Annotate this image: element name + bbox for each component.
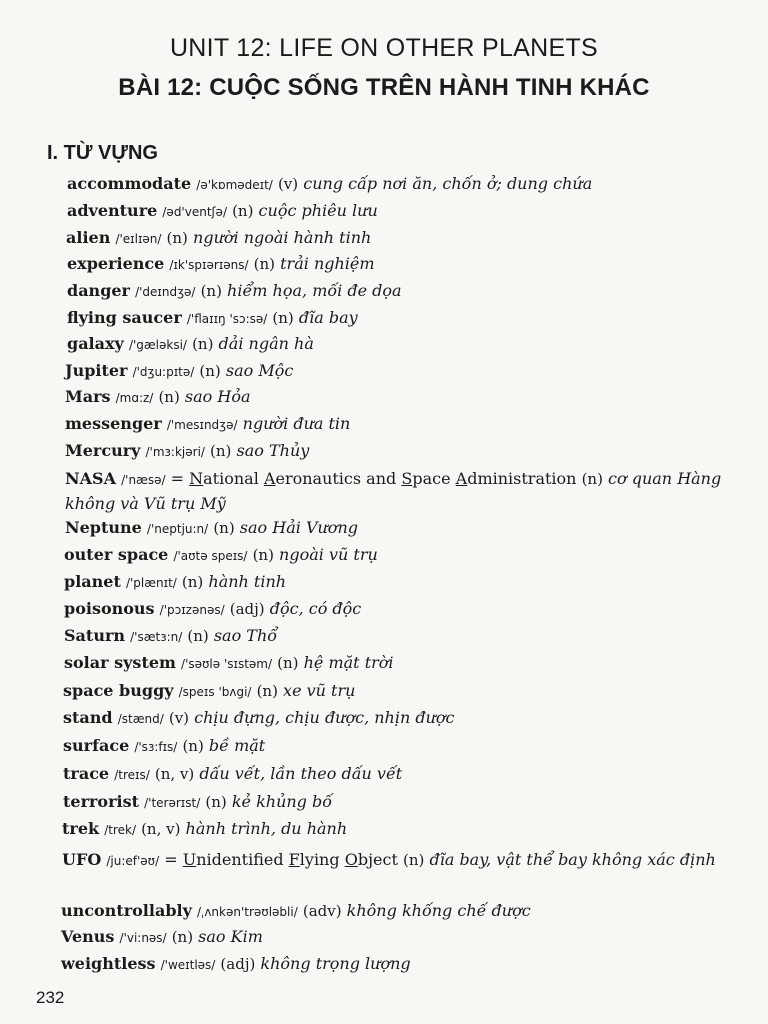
vocab-meaning: dấu vết, lần theo dấu vết xyxy=(199,764,403,783)
vocab-word: danger xyxy=(67,281,130,300)
vocab-pos: (n) xyxy=(581,470,603,488)
vocab-ipa: /'gæləksi/ xyxy=(128,338,187,352)
abbr-equals: = xyxy=(164,850,178,869)
vocab-entry xyxy=(65,440,752,463)
vocab-entry xyxy=(67,173,752,196)
abbr-word-rest: pace xyxy=(412,469,451,488)
vocab-ipa: /'mesɪndʒə/ xyxy=(166,418,238,432)
vocab-entry xyxy=(63,735,752,758)
vocab-meaning: sao Mộc xyxy=(225,361,294,380)
vocab-word: galaxy xyxy=(67,334,124,353)
vocab-word: outer space xyxy=(64,545,169,564)
vocab-word: trace xyxy=(63,764,110,783)
vocab-entry xyxy=(63,791,752,814)
vocab-word: messenger xyxy=(65,414,162,433)
vocab-ipa: /'weɪtləs/ xyxy=(160,958,216,972)
abbr-initial: S xyxy=(401,469,413,488)
vocab-meaning: cuộc phiêu lưu xyxy=(258,201,378,220)
vocab-ipa: /ɪk'spɪərɪəns/ xyxy=(169,258,249,272)
vocab-ipa: /speɪs 'bʌgi/ xyxy=(178,685,252,699)
vocab-ipa: /əd'ventʃə/ xyxy=(162,205,227,219)
vocab-entry xyxy=(66,227,752,250)
vocab-ipa: /'eɪlɪən/ xyxy=(115,232,162,246)
vocab-pos: (n) xyxy=(210,442,232,460)
vocab-pos: (n) xyxy=(402,851,425,869)
vocab-ipa: /'mɜ:kjəri/ xyxy=(145,445,205,459)
abbr-equals: = xyxy=(170,469,185,488)
vocab-meaning: độc, có độc xyxy=(269,599,362,618)
vocab-meaning: dải ngân hà xyxy=(218,334,314,353)
vocab-word: weightless xyxy=(61,954,156,973)
vocab-word: stand xyxy=(63,708,113,727)
vocab-entry xyxy=(62,818,752,841)
vocab-pos: (n) xyxy=(166,229,188,247)
vocab-ipa: /'vi:nəs/ xyxy=(119,931,167,945)
vocab-word: Mars xyxy=(65,387,111,406)
vocab-word: trek xyxy=(62,819,100,838)
vocab-pos: (v) xyxy=(277,175,299,193)
vocab-entry xyxy=(62,848,752,873)
vocab-pos: (n) xyxy=(199,362,221,380)
vocab-meaning: không trọng lượng xyxy=(260,954,411,973)
vocab-ipa: /treɪs/ xyxy=(114,768,150,782)
vocab-entry xyxy=(67,200,752,223)
vocab-meaning: đĩa bay, vật thể bay không xác định xyxy=(429,850,716,869)
vocab-pos: (n) xyxy=(213,519,235,537)
abbr-initial: F xyxy=(288,850,300,869)
abbr-word-rest: nidentified xyxy=(196,850,284,869)
vocab-entry xyxy=(65,467,752,515)
vocab-ipa: /'pɔɪzənəs/ xyxy=(159,603,225,617)
vocab-entry xyxy=(64,544,752,567)
vocab-word: flying saucer xyxy=(67,308,182,327)
vocab-pos: (n) xyxy=(192,335,214,353)
abbr-word-rest: bject xyxy=(357,850,398,869)
vocab-word: uncontrollably xyxy=(61,901,192,920)
abbr-word-rest: lying xyxy=(299,850,340,869)
vocab-word: planet xyxy=(64,572,121,591)
vocab-word: adventure xyxy=(67,201,158,220)
vocab-pos: (n) xyxy=(277,654,299,672)
vocab-meaning: sao Kim xyxy=(198,927,263,946)
abbr-initial: O xyxy=(344,850,358,869)
vocab-ipa: /ˌʌnkən'trəʊləbli/ xyxy=(196,905,298,919)
vocab-meaning: sao Hải Vương xyxy=(239,518,358,537)
vocab-meaning: cơ quan Hàng không và Vũ trụ Mỹ xyxy=(65,469,722,513)
vocab-ipa: /'terərɪst/ xyxy=(144,796,201,810)
vocab-entry xyxy=(64,598,752,621)
vocab-ipa: /'dʒu:pɪtə/ xyxy=(132,365,195,379)
vocab-entry xyxy=(65,517,752,540)
vocab-entry xyxy=(61,926,752,949)
vocab-word: experience xyxy=(67,254,165,273)
abbr-initial: A xyxy=(263,469,276,488)
vocab-meaning: người đưa tin xyxy=(242,414,351,433)
vocab-ipa: /mɑ:z/ xyxy=(115,391,154,405)
abbr-word-rest: eronautics and xyxy=(275,469,397,488)
vocab-meaning: sao Hỏa xyxy=(184,387,251,406)
vocab-word: surface xyxy=(63,736,130,755)
vocab-entry xyxy=(64,652,752,675)
vocab-meaning: sao Thủy xyxy=(236,441,310,460)
vocab-word: terrorist xyxy=(63,792,140,811)
vocab-word: UFO xyxy=(62,850,102,869)
vocab-pos: (n) xyxy=(256,682,278,700)
abbr-word-rest: ational xyxy=(203,469,259,488)
vocab-word: Mercury xyxy=(65,441,141,460)
vocab-ipa: /'deɪndʒə/ xyxy=(135,285,196,299)
unit-title-english: UNIT 12: LIFE ON OTHER PLANETS xyxy=(169,34,599,62)
vocab-ipa: /'sɜ:fɪs/ xyxy=(134,740,178,754)
abbr-initial: A xyxy=(455,469,468,488)
vocab-ipa: /trek/ xyxy=(104,823,136,837)
vocab-meaning: trải nghiệm xyxy=(280,254,375,273)
vocab-pos: (n) xyxy=(252,546,274,564)
vocab-ipa: /'səʊlə 'sɪstəm/ xyxy=(181,657,273,671)
vocab-word: solar system xyxy=(64,653,176,672)
vocab-ipa: /'neptju:n/ xyxy=(146,522,209,536)
vocab-pos: (n) xyxy=(200,282,222,300)
vocab-pos: (n, v) xyxy=(154,765,195,783)
vocab-entry xyxy=(65,360,752,383)
vocab-pos: (n, v) xyxy=(141,820,181,838)
vocab-ipa: /'flaɪɪŋ 'sɔ:sə/ xyxy=(186,312,268,326)
vocab-entry xyxy=(63,707,752,730)
vocab-meaning: không khống chế được xyxy=(346,901,531,920)
vocab-entry xyxy=(61,900,752,923)
vocab-pos: (adv) xyxy=(302,902,342,920)
vocab-meaning: xe vũ trụ xyxy=(283,681,356,700)
vocab-pos: (n) xyxy=(232,202,254,220)
vocab-ipa: /'næsə/ xyxy=(121,473,166,487)
vocab-meaning: kẻ khủng bố xyxy=(231,792,333,811)
vocab-pos: (n) xyxy=(272,309,294,327)
vocab-entry xyxy=(65,386,752,409)
abbr-word-rest: dministration xyxy=(467,469,577,488)
vocab-meaning: hành tinh xyxy=(208,572,287,591)
vocab-meaning: người ngoài hành tinh xyxy=(193,228,372,247)
vocab-ipa: /stænd/ xyxy=(117,712,164,726)
vocab-word: Neptune xyxy=(65,518,142,537)
vocab-entry xyxy=(61,953,752,976)
vocab-entry xyxy=(63,680,752,703)
vocab-entry xyxy=(67,253,752,276)
vocab-word: Jupiter xyxy=(65,361,128,380)
vocab-ipa: /'aʊtə speɪs/ xyxy=(173,549,248,563)
vocab-entry xyxy=(64,625,752,648)
unit-title-vietnamese: BÀI 12: CUỘC SỐNG TRÊN HÀNH TINH KHÁC xyxy=(118,74,650,101)
vocab-meaning: ngoài vũ trụ xyxy=(279,545,378,564)
vocab-pos: (n) xyxy=(182,737,204,755)
vocab-word: poisonous xyxy=(64,599,155,618)
vocab-ipa: /'sætɜ:n/ xyxy=(130,630,183,644)
vocab-meaning: hệ mặt trời xyxy=(303,653,394,672)
vocab-entry xyxy=(63,763,752,786)
vocab-meaning: cung cấp nơi ăn, chốn ở; dung chứa xyxy=(303,174,593,193)
vocab-meaning: sao Thổ xyxy=(213,626,278,645)
vocab-word: accommodate xyxy=(67,174,192,193)
page-number: 232 xyxy=(36,988,65,1007)
vocab-word: Saturn xyxy=(64,626,126,645)
vocab-meaning: chịu đựng, chịu được, nhịn được xyxy=(194,708,455,727)
vocab-pos: (n) xyxy=(171,928,194,946)
abbr-initial: U xyxy=(182,850,197,869)
section-heading: I. TỪ VỰNG xyxy=(47,142,158,164)
vocab-meaning: bề mặt xyxy=(208,736,266,755)
vocab-pos: (n) xyxy=(187,627,209,645)
vocab-meaning: đĩa bay xyxy=(298,308,358,327)
vocab-pos: (n) xyxy=(158,388,180,406)
vocab-ipa: /ju:ef'əʊ/ xyxy=(106,854,160,868)
vocab-word: NASA xyxy=(65,469,117,488)
vocab-pos: (v) xyxy=(168,709,190,727)
vocab-pos: (n) xyxy=(181,573,204,591)
vocab-pos: (adj) xyxy=(229,600,265,618)
vocab-entry xyxy=(64,571,752,594)
vocab-ipa: /'plænɪt/ xyxy=(125,576,177,590)
vocab-meaning: hiểm họa, mối đe dọa xyxy=(227,281,402,300)
vocab-entry xyxy=(67,280,752,303)
vocab-word: Venus xyxy=(61,927,115,946)
vocab-pos: (adj) xyxy=(220,955,256,973)
vocab-pos: (n) xyxy=(205,793,227,811)
vocab-word: alien xyxy=(66,228,111,247)
vocab-ipa: /ə'kɒmədeɪt/ xyxy=(196,178,273,192)
vocab-entry xyxy=(67,307,752,330)
vocab-pos: (n) xyxy=(253,255,276,273)
vocab-word: space buggy xyxy=(63,681,174,700)
vocab-entry xyxy=(67,333,752,356)
vocab-meaning: hành trình, du hành xyxy=(185,819,348,838)
abbr-initial: N xyxy=(189,469,204,488)
vocab-entry xyxy=(65,413,752,436)
